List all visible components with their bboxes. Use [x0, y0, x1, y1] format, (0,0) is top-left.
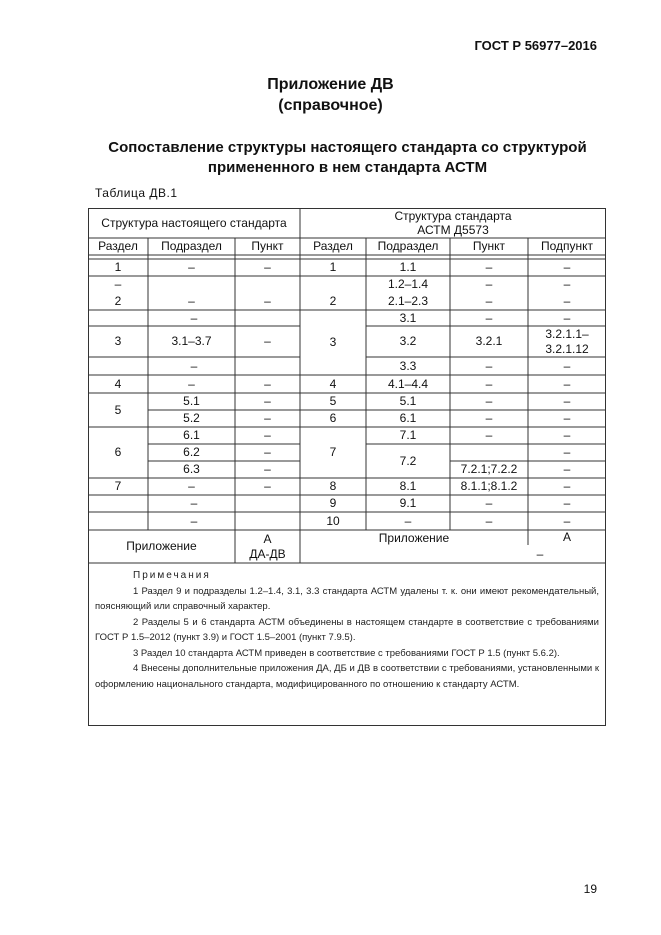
table-cell: 4 [114, 376, 122, 391]
table-cell: 6 [114, 445, 122, 459]
notes-heading: Примечания [133, 570, 211, 581]
table-cell: – [563, 428, 571, 442]
appendix-title: Приложение ДВ [267, 76, 394, 93]
table-cell: – [114, 277, 122, 291]
table-cell: – [264, 394, 271, 408]
table-cell: – [563, 294, 571, 308]
table-cell: 3.3 [399, 358, 417, 373]
section-heading: Сопоставление структуры настоящего стандарта со структурой примененного в нем стандарта АСТМ [108, 139, 587, 176]
table-cell: 5 [114, 402, 122, 417]
table-cell: – [563, 479, 571, 493]
table-cell [235, 530, 300, 563]
table-cell: – [190, 310, 198, 325]
table-cell: 3 [114, 334, 122, 348]
table-cell-line: 3.2.1.12 [545, 341, 589, 356]
table-cell: – [264, 260, 271, 274]
col-header-astm-section: Раздел [313, 239, 353, 253]
table-cell: 5.1 [399, 394, 417, 408]
table-cell: – [188, 260, 195, 274]
table-cell: – [188, 376, 195, 391]
table-cell: – [563, 462, 571, 476]
table-cell: – [485, 376, 493, 391]
table-cell: 3.2 [399, 334, 417, 348]
table-cell: 3.2.1 [475, 334, 503, 348]
table-cell: – [563, 277, 571, 291]
table-cell: А [562, 530, 571, 544]
table-cell: 3 [329, 335, 337, 349]
table-cell: – [485, 428, 493, 442]
table-cell: – [485, 394, 493, 408]
col-header-astm-subitem: Подпункт [540, 239, 594, 253]
table-cell: – [563, 376, 571, 391]
table-cell: 7.2 [399, 453, 417, 468]
header-current-structure: Структура настоящего стандарта [101, 216, 287, 230]
header-astm-line1: Структура стандарта [394, 209, 512, 223]
table-cell: 7.1 [399, 428, 417, 442]
table-cell: 8 [329, 479, 337, 493]
table-cell: – [264, 445, 271, 459]
table-cell: – [404, 513, 412, 528]
table-notes [95, 568, 599, 692]
table-cell: – [485, 294, 493, 308]
page-number: 19 [583, 882, 597, 896]
table-cell [528, 326, 606, 357]
table-cell: – [485, 310, 493, 325]
table-cell: 1 [329, 260, 337, 274]
table-cell: – [563, 260, 571, 274]
table-cell: – [188, 479, 195, 493]
table-cell: 2 [114, 294, 122, 308]
table-cell: – [563, 496, 571, 510]
table-cell: – [563, 445, 571, 459]
table-cell: – [536, 547, 544, 561]
col-header-section: Раздел [98, 239, 138, 253]
col-header-subsection: Подраздел [161, 239, 222, 253]
table-cell: 6.1 [183, 428, 200, 442]
table-cell: – [264, 376, 271, 391]
table-cell: Приложение [378, 530, 450, 545]
table-cell: – [190, 496, 198, 510]
table-cell: 5.2 [183, 411, 200, 425]
table-cell: 7 [329, 445, 337, 459]
table-cell: 1.2–1.4 [387, 277, 429, 291]
table-cell: – [485, 260, 493, 274]
table-cell-line: А [263, 531, 272, 546]
table-cell: 5 [329, 394, 337, 408]
table-cell-line: ДА-ДВ [249, 546, 286, 561]
header-astm-line2: АСТМ Д5573 [417, 223, 489, 237]
table-cell: 6 [329, 411, 337, 425]
col-header-astm-subsection: Подраздел [377, 239, 439, 253]
table-cell: 4.1–4.4 [387, 376, 429, 391]
note-3: 3 Раздел 10 стандарта АСТМ приведен в соответствие с требованиями ГОСТ Р 1.5 (пункт 5.6.2). [133, 647, 560, 659]
note-1: 1 Раздел 9 и подразделы 1.2–1.4, 3.1, 3.3 стандарта АСТМ удалены т. к. они имеют рекомендательный, поясняющий или справочный характер. [95, 585, 599, 612]
col-header-astm-item: Пункт [472, 239, 506, 253]
table-cell: 8.1 [399, 479, 417, 493]
table-cell: – [485, 277, 493, 291]
table-cell: – [264, 334, 271, 348]
table-cell: 7 [114, 479, 122, 493]
table-cell: 6.1 [399, 411, 417, 425]
table-cell: – [563, 411, 571, 425]
header-astm-structure [300, 208, 606, 238]
table-cell: – [190, 358, 198, 373]
table-cell: – [485, 513, 493, 528]
table-cell: 9 [329, 496, 337, 510]
table-cell: – [563, 310, 571, 325]
table-cell: 9.1 [399, 496, 417, 510]
table-cell: – [485, 411, 493, 425]
table-cell: – [264, 411, 271, 425]
table-cell: 2 [329, 294, 337, 308]
table-cell: 1 [114, 260, 122, 274]
table-cell: – [264, 462, 271, 476]
table-cell: – [485, 496, 493, 510]
table-cell: – [264, 479, 271, 493]
note-2: 2 Разделы 5 и 6 стандарта АСТМ объединены в настоящем стандарте в соответствие с требованиями ГОСТ Р 1.5–2012 (пункт 3.9) и ГОСТ 1.5–2001 (пункт 7.9.5). [95, 616, 599, 643]
table-cell: – [485, 358, 493, 373]
table-cell: 7.2.1;7.2.2 [460, 462, 518, 476]
table-cell: 10 [326, 513, 340, 528]
table-cell: – [190, 513, 198, 528]
table-cell: 3.1 [399, 310, 417, 325]
appendix-type: (справочное) [278, 97, 383, 114]
table-cell: 1.1 [399, 260, 417, 274]
table-cell: 4 [329, 376, 337, 391]
note-4: 4 Внесены дополнительные приложения ДА, ДБ и ДВ в соответствии с требованиями, установленными к оформлению национального стандарта, модифицированного по отношению к стандарту АСТМ. [95, 663, 599, 690]
table-cell: – [563, 394, 571, 408]
table-cell: 3.1–3.7 [171, 334, 212, 348]
table-cell: – [563, 513, 571, 528]
table-cell: – [264, 294, 271, 308]
table-cell: 6.2 [183, 445, 200, 459]
table-cell: 6.3 [183, 462, 200, 476]
table-cell-line: 3.2.1.1– [545, 326, 589, 341]
table-cell: Приложение [126, 539, 197, 553]
table-caption: Таблица ДВ.1 [95, 186, 178, 200]
table-cell: – [264, 428, 271, 442]
table-cell: – [188, 294, 195, 308]
table-cell: 5.1 [183, 394, 200, 408]
document-code: ГОСТ Р 56977–2016 [474, 38, 597, 53]
table-cell: 8.1.1;8.1.2 [460, 479, 518, 493]
table-cell: – [563, 358, 571, 373]
table-cell: 2.1–2.3 [387, 294, 429, 308]
col-header-item: Пункт [251, 239, 284, 253]
